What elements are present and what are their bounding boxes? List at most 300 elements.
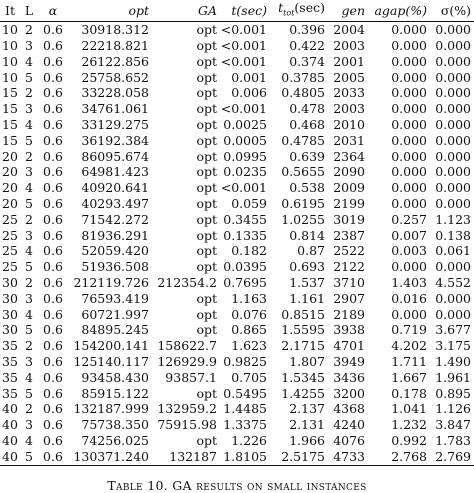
table-row [0, 54, 474, 70]
cell-agap: 0.000 [391, 69, 427, 85]
cell-opt: 64981.423 [81, 164, 149, 180]
table-row [0, 228, 474, 244]
cell-sigma: 0.000 [435, 85, 471, 101]
cell-t: 0.001 [231, 69, 267, 85]
cell-sigma: 0.000 [435, 38, 471, 54]
cell-opt: 93458.430 [81, 369, 149, 385]
cell-it: 20 [2, 148, 18, 164]
cell-t: 1.3375 [223, 417, 267, 433]
cell-gen: 2009 [333, 180, 365, 196]
cell-l: 2 [25, 211, 33, 227]
table-row [0, 401, 474, 417]
cell-gen: 3436 [333, 369, 365, 385]
cell-agap: 0.000 [391, 85, 427, 101]
header-t-sec [220, 0, 270, 22]
cell-gen: 2907 [333, 290, 365, 306]
cell-t: 1.163 [231, 290, 267, 306]
table-row [0, 370, 474, 386]
cell-ttot: 2.5175 [270, 449, 328, 465]
cell-gen: 2199 [333, 196, 365, 212]
table-row [0, 149, 474, 165]
table-row [0, 212, 474, 228]
cell-it: 20 [2, 164, 18, 180]
cell-gen: 2005 [333, 69, 365, 85]
cell-l: 2 [25, 22, 33, 38]
cell-gen: 2090 [333, 164, 365, 180]
cell-l: 4 [25, 243, 33, 259]
cell-ttot: 0.4805 [281, 85, 325, 101]
header-it: It [0, 0, 20, 22]
header-ttot-t: t [278, 0, 284, 15]
table-row [0, 70, 474, 86]
cell-agap: 1.232 [391, 417, 427, 433]
cell-ttot: 0.468 [289, 117, 325, 133]
cell-t: 0.1335 [223, 227, 267, 243]
cell-l: 5 [25, 69, 33, 85]
header-opt: opt [68, 0, 152, 22]
cell-sigma: 0.000 [435, 196, 471, 212]
cell-l: 2 [25, 338, 33, 354]
table-row [0, 180, 474, 196]
cell-l: 2 [25, 275, 33, 291]
cell-ga: opt [196, 38, 217, 54]
cell-opt: 52059.420 [81, 243, 149, 259]
cell-alpha: 0.6 [43, 433, 63, 449]
cell-opt: 86095.674 [81, 148, 149, 164]
header-ttot-rest: (sec) [294, 0, 325, 15]
cell-agap: 1.711 [391, 354, 427, 370]
cell-agap: 0.003 [391, 243, 427, 259]
header-t-sec-text: t(sec) [231, 2, 267, 18]
cell-l: 4 [25, 53, 33, 69]
cell-agap: 2.768 [368, 449, 430, 465]
table-row [0, 354, 474, 370]
table-body [0, 22, 474, 465]
table-row [0, 38, 474, 54]
cell-it: 30 [2, 290, 18, 306]
header-gen: gen [328, 0, 368, 22]
cell-sigma: 0.000 [435, 53, 471, 69]
table-row [0, 243, 474, 259]
cell-agap: 1.403 [391, 275, 427, 291]
cell-sigma: 0.000 [435, 101, 471, 117]
cell-it: 35 [2, 369, 18, 385]
cell-ttot: 1.5595 [281, 322, 325, 338]
cell-alpha: 0.6 [43, 38, 63, 54]
cell-opt: 125140.117 [73, 354, 149, 370]
cell-opt: 85915.122 [81, 385, 149, 401]
cell-t: 1.623 [231, 338, 267, 354]
cell-ga: 75915.98 [157, 417, 217, 433]
cell-agap: 0.000 [391, 132, 427, 148]
table-row [0, 196, 474, 212]
cell-agap: 0.178 [391, 385, 427, 401]
cell-opt: 33129.275 [81, 117, 149, 133]
cell-it: 15 [2, 117, 18, 133]
cell-t: 0.0395 [223, 259, 267, 275]
cell-t: 0.705 [231, 369, 267, 385]
cell-agap: 0.016 [391, 290, 427, 306]
cell-t: 0.006 [231, 85, 267, 101]
cell-ga: opt [196, 69, 217, 85]
cell-l: 3 [25, 101, 33, 117]
cell-l: 5 [25, 385, 33, 401]
cell-opt: 34761.061 [81, 101, 149, 117]
cell-gen: 2031 [333, 132, 365, 148]
cell-gen: 2189 [333, 306, 365, 322]
cell-l: 3 [25, 38, 33, 54]
cell-alpha: 0.6 [43, 243, 63, 259]
cell-l: 4 [25, 117, 33, 133]
cell-opt: 30918.312 [81, 22, 149, 38]
cell-l: 5 [25, 259, 33, 275]
cell-ttot: 0.374 [289, 53, 325, 69]
cell-it: 20 [2, 196, 18, 212]
cell-it: 10 [2, 53, 18, 69]
cell-t: 0.7695 [223, 275, 267, 291]
cell-alpha: 0.6 [43, 275, 63, 291]
cell-ga: opt [196, 53, 217, 69]
cell-ga: opt [196, 385, 217, 401]
cell-agap: 0.000 [391, 180, 427, 196]
cell-sigma: 0.000 [435, 69, 471, 85]
cell-ga: opt [196, 243, 217, 259]
cell-it: 40 [2, 433, 18, 449]
cell-l: 4 [25, 306, 33, 322]
cell-ga: 212354.2 [157, 275, 217, 291]
cell-alpha: 0.6 [43, 196, 63, 212]
cell-alpha: 0.6 [38, 449, 68, 465]
cell-ga: opt [196, 85, 217, 101]
cell-t: <0.001 [220, 180, 267, 196]
cell-t: 0.0005 [223, 132, 267, 148]
cell-ttot: 0.3785 [281, 69, 325, 85]
cell-ttot: 1.4255 [281, 385, 325, 401]
table-row [0, 275, 474, 291]
cell-sigma: 0.895 [435, 385, 471, 401]
cell-sigma: 4.552 [435, 275, 471, 291]
cell-ttot: 1.537 [289, 275, 325, 291]
cell-ttot: 0.4785 [281, 132, 325, 148]
cell-ga: opt [196, 211, 217, 227]
cell-alpha: 0.6 [43, 211, 63, 227]
table-row [0, 259, 474, 275]
cell-alpha: 0.6 [43, 148, 63, 164]
cell-sigma: 0.000 [435, 132, 471, 148]
cell-agap: 0.000 [391, 259, 427, 275]
table-row [0, 291, 474, 307]
cell-opt: 25758.652 [81, 69, 149, 85]
cell-ttot: 0.814 [289, 227, 325, 243]
cell-gen: 2003 [333, 101, 365, 117]
cell-alpha: 0.6 [43, 53, 63, 69]
header-agap: agap(%) [368, 0, 430, 22]
cell-ttot: 0.422 [289, 38, 325, 54]
cell-ttot: 0.478 [289, 101, 325, 117]
cell-it: 25 [2, 211, 18, 227]
cell-opt: 71542.272 [81, 211, 149, 227]
cell-alpha: 0.6 [43, 354, 63, 370]
cell-l: 5 [25, 132, 33, 148]
cell-agap: 0.000 [391, 164, 427, 180]
cell-agap: 4.202 [391, 338, 427, 354]
cell-l: 3 [25, 290, 33, 306]
cell-opt: 60721.997 [81, 306, 149, 322]
cell-it: 15 [2, 85, 18, 101]
cell-sigma: 1.961 [435, 369, 471, 385]
cell-ga: opt [196, 227, 217, 243]
cell-l: 3 [25, 354, 33, 370]
cell-agap: 0.000 [391, 196, 427, 212]
cell-agap: 0.000 [391, 101, 427, 117]
cell-ttot: 1.807 [289, 354, 325, 370]
header-ttot-sec [270, 0, 328, 22]
cell-ga: opt [196, 180, 217, 196]
cell-alpha: 0.6 [43, 417, 63, 433]
cell-opt: 76593.419 [81, 290, 149, 306]
cell-gen: 2364 [333, 148, 365, 164]
cell-ga: opt [196, 259, 217, 275]
table-row [0, 85, 474, 101]
header-ga: GA [152, 0, 220, 22]
cell-agap: 0.719 [391, 322, 427, 338]
cell-ttot: 0.639 [289, 148, 325, 164]
table-row [0, 117, 474, 133]
cell-it: 15 [2, 101, 18, 117]
cell-alpha: 0.6 [43, 306, 63, 322]
cell-opt: 51936.508 [81, 259, 149, 275]
header-sigma: σ(%) [430, 0, 474, 22]
cell-l: 2 [25, 85, 33, 101]
cell-it: 10 [2, 38, 18, 54]
cell-opt: 132187.999 [73, 401, 149, 417]
cell-alpha: 0.6 [43, 85, 63, 101]
cell-it: 40 [2, 417, 18, 433]
cell-ttot: 2.1715 [281, 338, 325, 354]
cell-it: 30 [2, 275, 18, 291]
cell-opt: 75738.350 [81, 417, 149, 433]
cell-ga: opt [196, 290, 217, 306]
cell-opt: 74256.025 [81, 433, 149, 449]
cell-alpha: 0.6 [43, 259, 63, 275]
cell-t: 0.3455 [223, 211, 267, 227]
header-l: L [20, 0, 38, 22]
cell-sigma: 0.000 [435, 290, 471, 306]
cell-ttot: 2.137 [289, 401, 325, 417]
cell-sigma: 0.000 [435, 117, 471, 133]
cell-it: 20 [2, 180, 18, 196]
cell-t: <0.001 [220, 22, 267, 38]
cell-opt: 81936.291 [81, 227, 149, 243]
cell-t: 1.226 [231, 433, 267, 449]
cell-ttot: 0.8515 [281, 306, 325, 322]
cell-sigma: 1.123 [435, 211, 471, 227]
cell-ttot: 1.966 [289, 433, 325, 449]
cell-t: 0.0025 [223, 117, 267, 133]
cell-sigma: 0.138 [435, 227, 471, 243]
table-row [0, 338, 474, 354]
cell-gen: 4701 [333, 338, 365, 354]
cell-it: 35 [2, 385, 18, 401]
cell-alpha: 0.6 [43, 369, 63, 385]
cell-gen: 3938 [333, 322, 365, 338]
cell-l: 2 [25, 148, 33, 164]
cell-agap: 0.000 [391, 117, 427, 133]
cell-alpha: 0.6 [43, 227, 63, 243]
cell-ga: 132187 [152, 449, 220, 465]
table-row [0, 133, 474, 149]
cell-ga: opt [196, 196, 217, 212]
cell-t: 0.182 [231, 243, 267, 259]
cell-agap: 0.000 [391, 306, 427, 322]
cell-ga: 126929.9 [157, 354, 217, 370]
cell-opt: 40293.497 [81, 196, 149, 212]
cell-agap: 1.667 [391, 369, 427, 385]
cell-t: <0.001 [220, 101, 267, 117]
cell-ga: 158622.7 [157, 338, 217, 354]
cell-agap: 0.257 [391, 211, 427, 227]
cell-agap: 0.992 [391, 433, 427, 449]
cell-ttot: 1.0255 [281, 211, 325, 227]
cell-it: 40 [2, 401, 18, 417]
cell-ga: opt [196, 22, 217, 38]
cell-gen: 2004 [333, 22, 365, 38]
cell-alpha: 0.6 [43, 117, 63, 133]
cell-ga: opt [196, 433, 217, 449]
cell-opt: 84895.245 [81, 322, 149, 338]
cell-sigma: 1.783 [435, 433, 471, 449]
cell-opt: 40920.641 [81, 180, 149, 196]
cell-alpha: 0.6 [43, 322, 63, 338]
cell-gen: 2122 [333, 259, 365, 275]
cell-sigma: 0.000 [435, 259, 471, 275]
cell-t: 0.0995 [223, 148, 267, 164]
cell-it: 15 [2, 132, 18, 148]
cell-gen: 4733 [328, 449, 368, 465]
cell-gen: 2001 [333, 53, 365, 69]
cell-agap: 1.041 [391, 401, 427, 417]
cell-agap: 0.007 [391, 227, 427, 243]
cell-l: 3 [25, 227, 33, 243]
cell-ttot: 2.131 [289, 417, 325, 433]
cell-it: 25 [2, 259, 18, 275]
cell-ga: opt [196, 164, 217, 180]
cell-alpha: 0.6 [43, 69, 63, 85]
cell-l: 4 [25, 433, 33, 449]
cell-t: 1.8105 [220, 449, 270, 465]
cell-l: 5 [20, 449, 38, 465]
cell-ttot: 1.161 [289, 290, 325, 306]
cell-gen: 4240 [333, 417, 365, 433]
cell-ttot: 0.693 [289, 259, 325, 275]
cell-ga: opt [196, 148, 217, 164]
cell-opt: 130371.240 [68, 449, 152, 465]
cell-it: 40 [0, 449, 20, 465]
cell-gen: 3710 [333, 275, 365, 291]
cell-l: 4 [25, 369, 33, 385]
cell-sigma: 0.000 [435, 180, 471, 196]
table-row [0, 164, 474, 180]
cell-l: 3 [25, 417, 33, 433]
cell-gen: 2003 [333, 38, 365, 54]
cell-alpha: 0.6 [43, 164, 63, 180]
cell-it: 25 [2, 227, 18, 243]
cell-l: 3 [25, 164, 33, 180]
cell-ga: opt [196, 132, 217, 148]
cell-ttot: 1.5345 [281, 369, 325, 385]
cell-agap: 0.000 [391, 148, 427, 164]
cell-ttot: 0.6195 [281, 196, 325, 212]
cell-ga: opt [196, 322, 217, 338]
cell-opt: 22218.821 [81, 38, 149, 54]
cell-sigma: 1.490 [435, 354, 471, 370]
cell-gen: 4076 [333, 433, 365, 449]
cell-opt: 26122.856 [81, 53, 149, 69]
table-row [0, 322, 474, 338]
cell-gen: 2010 [333, 117, 365, 133]
cell-alpha: 0.6 [43, 290, 63, 306]
cell-opt: 36192.384 [81, 132, 149, 148]
cell-sigma: 3.677 [435, 322, 471, 338]
cell-it: 10 [2, 69, 18, 85]
cell-gen: 3949 [333, 354, 365, 370]
cell-opt: 33228.058 [81, 85, 149, 101]
cell-alpha: 0.6 [43, 180, 63, 196]
cell-alpha: 0.6 [43, 101, 63, 117]
cell-ga: 93857.1 [165, 369, 217, 385]
cell-t: 0.0235 [223, 164, 267, 180]
cell-sigma: 0.000 [435, 306, 471, 322]
cell-t: <0.001 [220, 38, 267, 54]
cell-it: 30 [2, 306, 18, 322]
cell-ttot: 0.396 [289, 22, 325, 38]
cell-sigma: 1.126 [435, 401, 471, 417]
cell-it: 25 [2, 243, 18, 259]
cell-sigma: 3.175 [435, 338, 471, 354]
header-alpha: α [38, 0, 68, 22]
cell-gen: 2522 [333, 243, 365, 259]
table-row [0, 386, 474, 402]
cell-agap: 0.000 [391, 22, 427, 38]
header-ttot-sub: tot [283, 8, 295, 18]
cell-gen: 3200 [333, 385, 365, 401]
cell-l: 4 [25, 180, 33, 196]
cell-l: 5 [25, 196, 33, 212]
cell-alpha: 0.6 [43, 22, 63, 38]
cell-ga: opt [196, 117, 217, 133]
cell-l: 5 [25, 322, 33, 338]
cell-sigma: 0.000 [435, 164, 471, 180]
cell-ga: opt [196, 101, 217, 117]
table-caption: Table 10. GA results on small instances [107, 478, 367, 493]
cell-sigma: 3.847 [435, 417, 471, 433]
cell-ttot: 0.538 [289, 180, 325, 196]
table-row [0, 101, 474, 117]
cell-opt: 154200.141 [73, 338, 149, 354]
cell-it: 10 [2, 22, 18, 38]
cell-ttot: 0.5655 [281, 164, 325, 180]
cell-t: 1.4485 [223, 401, 267, 417]
cell-t: 0.076 [231, 306, 267, 322]
cell-agap: 0.000 [391, 38, 427, 54]
cell-gen: 2033 [333, 85, 365, 101]
cell-gen: 3019 [333, 211, 365, 227]
cell-alpha: 0.6 [43, 338, 63, 354]
cell-it: 30 [2, 322, 18, 338]
cell-sigma: 0.000 [435, 148, 471, 164]
cell-ga: opt [196, 306, 217, 322]
table-row [0, 433, 474, 449]
